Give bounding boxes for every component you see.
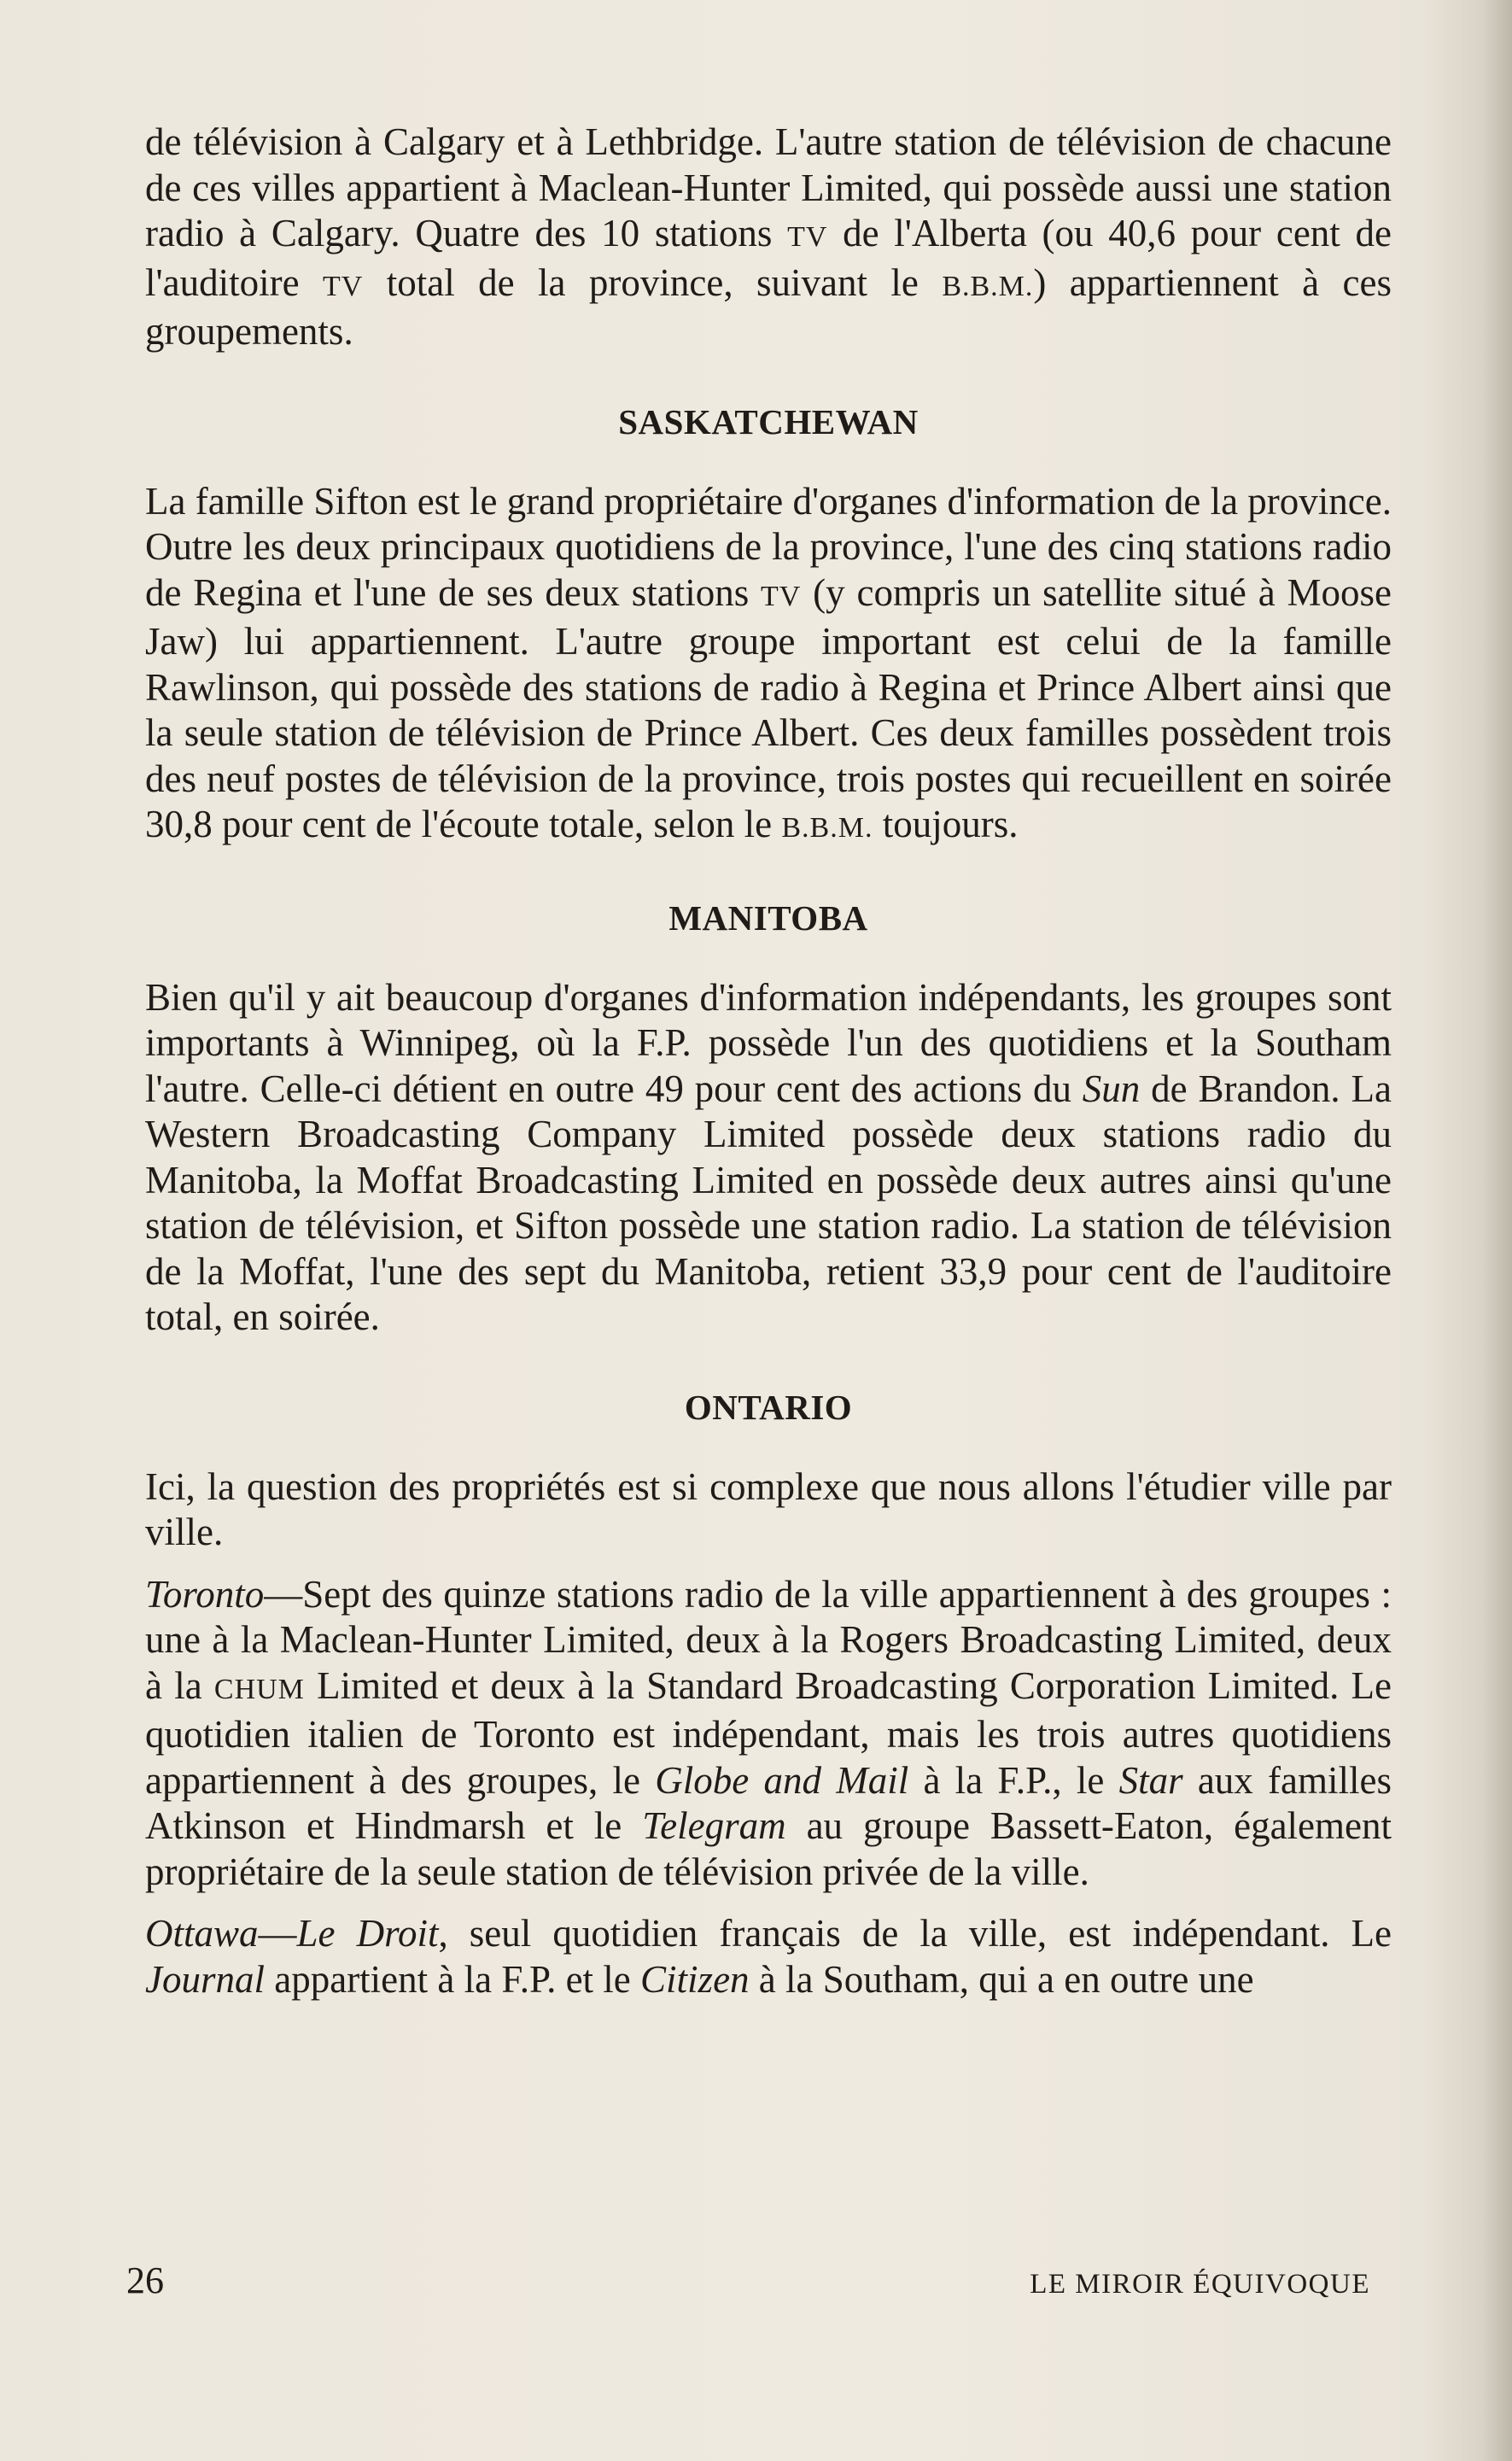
title-sun: Sun — [1082, 1067, 1141, 1110]
abbr-tv: TV — [787, 221, 828, 253]
title-le-droit: Le Droit — [296, 1912, 439, 1955]
title-telegram: Telegram — [642, 1804, 786, 1847]
abbr-bbm: B.B.M. — [781, 812, 873, 844]
title-globe-and-mail: Globe and Mail — [655, 1758, 909, 1802]
paragraph-toronto: Toronto—Sept des quinze stations radio de la ville appartiennent à des groupes : une à la Maclean-Hunter Limited, deux à la Rogers Broadcasting Limited, deux à la CHUM Limited et deux à la Standard Broadcasting Corporation Limited. Le quotidien italien de Toronto est indépendant, mais les trois autres quotidiens appartiennent à des groupes, le Globe and Mail à la F.P., le Star aux familles Atkinson et Hindmarsh et le Telegram au groupe Bassett-Eaton, également propriétaire de la seule station de télévision privée de la ville. — [145, 1572, 1392, 1893]
title-journal: Journal — [145, 1957, 265, 2001]
paragraph-ontario-intro: Ici, la question des propriétés est si complexe que nous allons l'étudier ville par ville. — [145, 1464, 1392, 1553]
abbr-chum: CHUM — [213, 1673, 305, 1705]
paragraph-alberta-end: de télévision à Calgary et à Lethbridge. L'autre station de télévision de chacune de ces villes appartient à Maclean-Hunter Limited, qui possède aussi une station radio à Calgary. Quatre des 10 stations TV de l'Alberta (ou 40,6 pour cent de l'auditoire TV total de la province, suivant le B.B.M.) appartiennent à ces groupements. — [145, 120, 1392, 353]
abbr-bbm: B.B.M. — [942, 270, 1034, 302]
running-title: LE MIROIR ÉQUIVOQUE — [1030, 2269, 1370, 2300]
page-footer — [126, 2259, 1370, 2302]
heading-manitoba: MANITOBA — [668, 897, 868, 938]
heading-saskatchewan: SASKATCHEWAN — [618, 401, 919, 441]
page-number: 26 — [126, 2259, 164, 2301]
title-citizen: Citizen — [640, 1957, 750, 2001]
body-text — [145, 120, 1392, 2019]
heading-ontario: ONTARIO — [684, 1387, 853, 1427]
title-star: Star — [1118, 1758, 1183, 1802]
city-toronto: Toronto — [145, 1572, 265, 1616]
paragraph-ottawa: Ottawa—Le Droit, seul quotidien français de la ville, est indépendant. Le Journal appartient à la F.P. et le Citizen à la Southam, qui a en outre une — [145, 1912, 1392, 2001]
abbr-tv: TV — [761, 580, 802, 612]
city-ottawa: Ottawa — [145, 1912, 259, 1955]
abbr-tv: TV — [322, 270, 364, 302]
paragraph-saskatchewan: La famille Sifton est le grand propriétaire d'organes d'information de la province. Outre les deux principaux quotidiens de la province, l'une des cinq stations radio de Regina et l'une de ses deux stations TV (y compris un satellite situé à Moose Jaw) lui appartiennent. L'autre groupe important est celui de la famille Rawlinson, qui possède des stations de radio à Regina et Prince Albert ainsi que la seule station de télévision de Prince Albert. Ces deux familles possèdent trois des neuf postes de télévision de la province, trois postes qui recueillent en soirée 30,8 pour cent de l'écoute totale, selon le B.B.M. toujours. — [145, 479, 1392, 845]
paragraph-manitoba: Bien qu'il y ait beaucoup d'organes d'information indépendants, les groupes sont importants à Winnipeg, où la F.P. possède l'un des quotidiens et la Southam l'autre. Celle-ci détient en outre 49 pour cent des actions du Sun de Brandon. La Western Broadcasting Company Limited possède deux stations radio du Manitoba, la Moffat Broadcasting Limited en possède deux autres ainsi qu'une station de télévision, et Sifton possède une station radio. La station de télévision de la Moffat, l'une des sept du Manitoba, retient 33,9 pour cent de l'auditoire total, en soirée. — [145, 975, 1392, 1338]
